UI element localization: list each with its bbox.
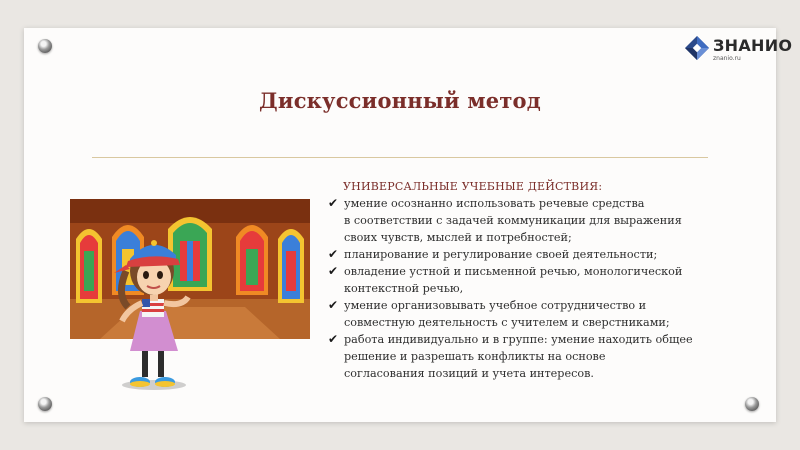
list-item	[328, 246, 728, 263]
learning-actions-list	[328, 195, 728, 382]
check-icon: ✔	[328, 196, 339, 210]
list-item-line: согласования позиций и учета интересов.	[344, 367, 594, 380]
section-heading: УНИВЕРСАЛЬНЫЕ УЧЕБНЫЕ ДЕЙСТВИЯ:	[343, 180, 603, 193]
check-icon: ✔	[328, 247, 339, 261]
list-item-line: контекстной речью,	[344, 282, 464, 295]
slide-title: Дискуссионный метод	[259, 88, 541, 113]
list-item-line: решение и разрешать конфликты на основе	[344, 350, 606, 363]
list-item-line: в соответствии с задачей коммуникации для выражения	[344, 214, 682, 227]
list-item	[328, 195, 728, 246]
list-item-line: своих чувств, мыслей и потребностей;	[344, 231, 572, 244]
pin-icon-bottom-right	[745, 397, 759, 411]
pin-icon-bottom-left	[38, 397, 52, 411]
list-item-line: овладение устной и письменной речью, монологической	[344, 265, 683, 278]
list-item-line: работа индивидуально и в группе: умение находить общее	[344, 333, 693, 346]
znanio-logo[interactable]	[685, 34, 795, 66]
illustration-girl-in-hall	[70, 199, 310, 395]
list-item-line: совместную деятельность с учителем и сверстниками;	[344, 316, 670, 329]
list-item-line: умение осознанно использовать речевые средства	[344, 197, 645, 210]
list-item	[328, 263, 728, 297]
list-item	[328, 297, 728, 331]
list-item-line: планирование и регулирование своей деятельности;	[344, 248, 658, 261]
divider	[92, 157, 708, 158]
list-item-line: умение организовывать учебное сотрудничество и	[344, 299, 647, 312]
check-icon: ✔	[328, 298, 339, 312]
list-item	[328, 331, 728, 382]
logo-wordmark: ЗНАНИО	[713, 36, 793, 55]
logo-site: znanio.ru	[713, 55, 741, 62]
pin-icon-top-left	[38, 39, 52, 53]
check-icon: ✔	[328, 264, 339, 278]
check-icon: ✔	[328, 332, 339, 346]
znanio-logo-icon	[685, 36, 709, 60]
